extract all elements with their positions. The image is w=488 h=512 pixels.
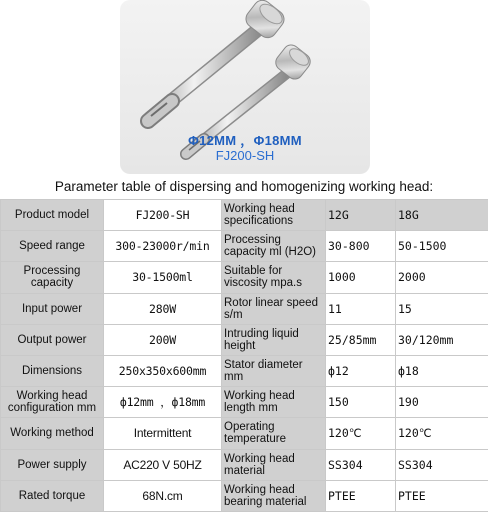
- working-head-18mm: [148, 0, 288, 121]
- table-row: [1, 480, 488, 511]
- spec-label: Working head material: [222, 449, 326, 480]
- spec-12g: 150: [326, 387, 396, 418]
- table-row: [1, 355, 488, 386]
- row-label: Working method: [1, 418, 104, 449]
- spec-label: Working head bearing material: [222, 480, 326, 511]
- spec-18g: 50-1500: [396, 231, 488, 262]
- spec-18g: 2000: [396, 262, 488, 293]
- spec-18g: SS304: [396, 449, 488, 480]
- photo-caption-model: FJ200-SH: [120, 148, 370, 163]
- spec-label: Rotor linear speed s/m: [222, 293, 326, 324]
- row-label: Processing capacity: [1, 262, 104, 293]
- spec-18g: 120℃: [396, 418, 488, 449]
- row-value: 250x350x600mm: [104, 355, 222, 386]
- spec-label: Working head specifications: [222, 200, 326, 231]
- photo-caption-diameters: Φ12MM ，Φ18MM: [120, 130, 370, 149]
- spec-12g: 1000: [326, 262, 396, 293]
- row-label: Product model: [1, 200, 104, 231]
- table-row: [1, 293, 488, 324]
- spec-label: Operating temperature: [222, 418, 326, 449]
- spec-12g: SS304: [326, 449, 396, 480]
- spec-12g: ф12: [326, 355, 396, 386]
- spec-label: Working head length mm: [222, 387, 326, 418]
- table-row: [1, 418, 488, 449]
- spec-12g: 30-800: [326, 231, 396, 262]
- row-label: Rated torque: [1, 480, 104, 511]
- parameter-table: [0, 199, 488, 512]
- table-row: [1, 387, 488, 418]
- table-row: [1, 449, 488, 480]
- row-label: Dimensions: [1, 355, 104, 386]
- spec-12g: 12G: [326, 200, 396, 231]
- row-label: Output power: [1, 324, 104, 355]
- spec-label: Intruding liquid height: [222, 324, 326, 355]
- spec-12g: 25/85mm: [326, 324, 396, 355]
- spec-label: Processing capacity ml (H2O): [222, 231, 326, 262]
- row-value: Intermittent: [104, 418, 222, 449]
- row-value: 200W: [104, 324, 222, 355]
- row-value: FJ200-SH: [104, 200, 222, 231]
- table-title: Parameter table of dispersing and homogenizing working head:: [0, 179, 488, 194]
- product-photo: [120, 0, 370, 174]
- row-label: Working head configuration mm: [1, 387, 104, 418]
- row-value: 68N.cm: [104, 480, 222, 511]
- row-value: AC220 V 50HZ: [104, 449, 222, 480]
- spec-12g: PTEE: [326, 480, 396, 511]
- row-value: 280W: [104, 293, 222, 324]
- table-row: [1, 200, 488, 231]
- spec-18g: 15: [396, 293, 488, 324]
- spec-12g: 11: [326, 293, 396, 324]
- spec-18g: ф18: [396, 355, 488, 386]
- spec-18g: 30/120mm: [396, 324, 488, 355]
- spec-18g: PTEE: [396, 480, 488, 511]
- table-row: [1, 324, 488, 355]
- row-label: Speed range: [1, 231, 104, 262]
- spec-label: Suitable for viscosity mpa.s: [222, 262, 326, 293]
- row-value: ф12mm ，ф18mm: [104, 387, 222, 418]
- spec-18g: 190: [396, 387, 488, 418]
- spec-label: Stator diameter mm: [222, 355, 326, 386]
- row-value: 30-1500ml: [104, 262, 222, 293]
- spec-18g: 18G: [396, 200, 488, 231]
- row-label: Input power: [1, 293, 104, 324]
- table-row: [1, 262, 488, 293]
- row-label: Power supply: [1, 449, 104, 480]
- row-value: 300-23000r/min: [104, 231, 222, 262]
- spec-12g: 120℃: [326, 418, 396, 449]
- table-row: [1, 231, 488, 262]
